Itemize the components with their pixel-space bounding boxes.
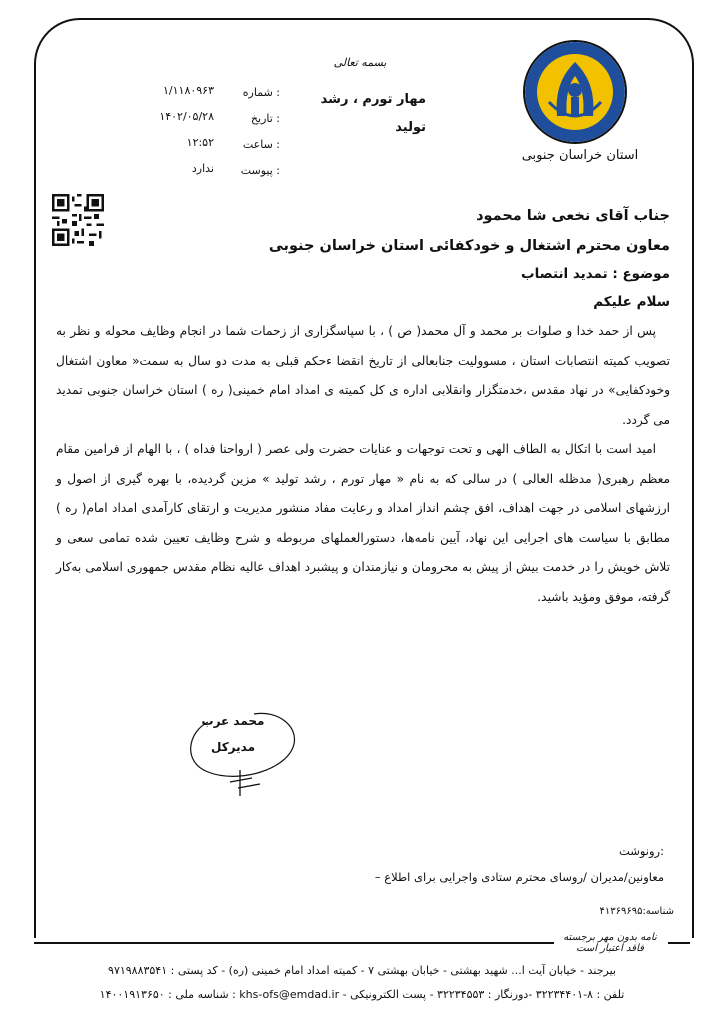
meta-number xyxy=(140,82,280,108)
meta-label: شماره : xyxy=(242,86,280,99)
divider xyxy=(34,942,554,944)
meta-value: ۱۴۰۲/۰۵/۲۸ xyxy=(159,110,214,123)
cc-recipients: – معاونین/مدیران /روسای محترم ستادی واجرایی برای اطلاع xyxy=(374,870,664,884)
signatory-name: محمد عرب xyxy=(201,714,265,728)
letter-subject: موضوع : تمدید انتصاب xyxy=(521,266,670,282)
meta-attachment xyxy=(140,160,280,186)
seal-notice-line xyxy=(34,932,690,954)
body-paragraph-1: پس از حمد خدا و صلوات بر محمد و آل محمد( ص ) ، با سپاسگزاری از زحمات شما در انجام وظایف محوله و نظر به تصویب کمیته انتصابات استان ، مسوولیت جنابعالی از تاریخ انقضا ءحکم قبلی به مدت دو سال به سمت« معاون اشتغال وخودکفایی» در نهاد مقدس ،خدمتگزار وانقلابی اداره ی کل کمیته ی امداد امام خمینی( ره ) استان خراسان جنوبی تمدید می گردد. xyxy=(56,324,670,427)
meta-date xyxy=(140,108,280,134)
greeting: سلام علیکم xyxy=(593,294,670,310)
signature-block xyxy=(168,692,308,802)
bismillah: بسمه تعالی xyxy=(333,56,387,69)
letter-meta xyxy=(140,82,280,186)
tracking-id: شناسه:۴۱۳۶۹۶۹۵ xyxy=(599,906,674,917)
cc-label: رونوشت: xyxy=(618,844,664,858)
letter-body xyxy=(56,317,670,612)
meta-value: ندارد xyxy=(191,162,214,175)
meta-label: تاریخ : xyxy=(250,112,280,125)
qr-code xyxy=(52,194,104,246)
slogan-line-1: مهار تورم ، رشد xyxy=(320,92,426,107)
meta-label: ساعت : xyxy=(242,138,280,151)
divider xyxy=(668,942,690,944)
meta-label: پیوست : xyxy=(240,164,280,177)
province-name: استان خراسان جنوبی xyxy=(521,148,639,163)
meta-value: ۱/۱۱۸۰۹۶۳ xyxy=(163,84,214,97)
meta-value: ۱۲:۵۲ xyxy=(186,136,214,149)
signatory-title: مدیرکل xyxy=(210,740,256,754)
year-slogan xyxy=(300,86,426,142)
meta-time xyxy=(140,134,280,160)
seal-notice: نامه بدون مهر برجسته فاقد اعتبار است xyxy=(563,932,657,954)
footer-contact: تلفن : ۸-۳۲۲۳۴۴۰۱ -دورنگار : ۳۲۲۳۴۵۵۳ - پست الکترونیکی - khs-ofs@emdad.ir : شناسه ملی : ۱۴۰۰۱۹۱۳۶۵۰ xyxy=(99,988,625,1001)
footer-address: بیرجند - خیابان آیت ا... شهید بهشتی - خیابان بهشتی ۷ - کمیته امداد امام خمینی (ره) - کد پستی : ۹۷۱۹۸۸۳۵۴۱ xyxy=(108,964,616,977)
recipient-position: معاون محترم اشتغال و خودکفائی استان خراسان جنوبی xyxy=(268,238,670,254)
organization-logo xyxy=(523,40,627,144)
recipient-name: جناب آقای نخعی شا محمود xyxy=(476,208,670,224)
body-paragraph-2: امید است با اتکال به الطاف الهی و تحت توجهات و عنایات حضرت ولی عصر ( ارواحنا فداه ) ، با الهام از فرامین مقام معظم رهبری( مدظله العالی ) در سالی که به نام « مهار تورم ، رشد تولید » مزین گردیده، با بهره گیری از اصول و ارزشهای اسلامی در جهت اهداف، افق چشم انداز امداد و رعایت مفاد منشور مدیریت و ارتقای کارآمدی امداد امام( ره ) مطابق با سیاست های اجرایی این نهاد، آیین نامه‌ها، دستورالعملهای مربوطه و شرح وظایف تعیین شده تمامی سعی و تلاش خویش را در خدمت بیش از پیش به محرومان و نیازمندان و پیشبرد اهداف عالیه نظام مقدس جمهوری اسلامی به‌کار گرفته، موفق ومؤید باشید. xyxy=(56,442,670,604)
slogan-line-2: تولید xyxy=(395,120,426,135)
